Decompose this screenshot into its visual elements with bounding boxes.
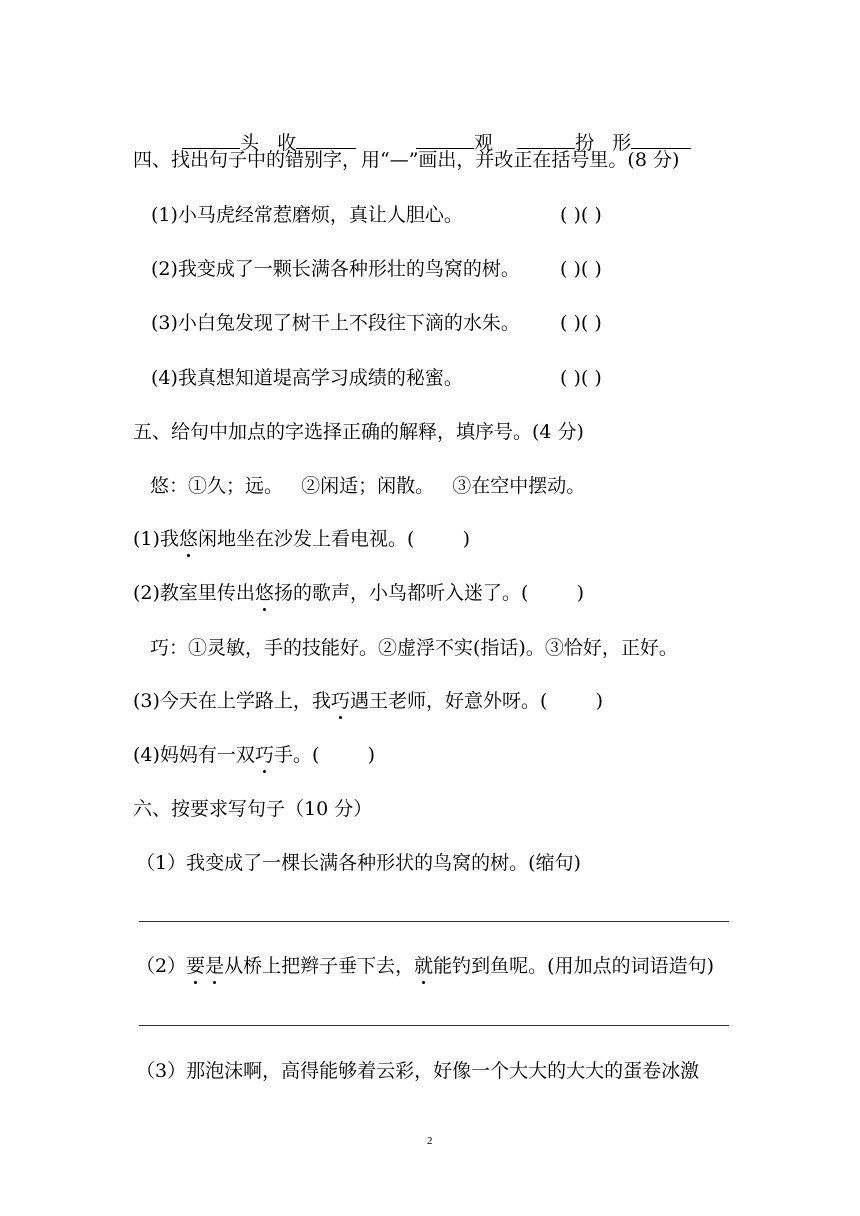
blank[interactable] bbox=[517, 130, 575, 149]
dotted-char: 巧 bbox=[330, 690, 350, 712]
answer-line[interactable] bbox=[139, 921, 729, 922]
blank[interactable] bbox=[182, 130, 240, 149]
answer-parens[interactable]: ( )( ) bbox=[560, 312, 602, 334]
section-6-sentence-3: （3）那泡沫啊，高得能够着云彩，好像一个大大的大大的蛋卷冰激 bbox=[136, 1060, 700, 1082]
dotted-char: 就 bbox=[414, 955, 434, 977]
section-4-title: 四、找出句子中的错别字，用“—”画出，并改正在括号里。(8 分) bbox=[133, 149, 680, 171]
section-5-question-2: (2)教室里传出悠扬的歌声，小鸟都听入迷了。( ) bbox=[133, 582, 585, 604]
answer-line[interactable] bbox=[139, 1025, 729, 1026]
blank[interactable] bbox=[631, 130, 691, 149]
section-6-sentence-2: （2）要是从桥上把辫子垂下去，就能钓到鱼呢。(用加点的词语造句) bbox=[136, 955, 714, 977]
section-6-title: 六、按要求写句子（10 分） bbox=[133, 798, 373, 820]
blank[interactable] bbox=[416, 130, 474, 149]
definition-qiao: 巧：①灵敏，手的技能好。②虚浮不实(指话)。③恰好，正好。 bbox=[150, 637, 678, 659]
word-ban: 扮 bbox=[575, 132, 595, 154]
word-tou: 头 bbox=[240, 132, 260, 154]
dotted-char: 是 bbox=[205, 955, 225, 977]
section-5-question-1: (1)我悠闲地坐在沙发上看电视。( ) bbox=[133, 528, 471, 550]
section-5-question-4: (4)妈妈有一双巧手。( ) bbox=[133, 744, 376, 766]
dotted-char: 巧 bbox=[254, 744, 274, 766]
section-4-item-1: (1)小马虎经常惹磨烦，真让人胆心。 bbox=[151, 204, 463, 226]
definition-you: 悠：①久；远。 ②闲适；闲散。 ③在空中摆动。 bbox=[150, 475, 586, 497]
answer-parens[interactable]: ( )( ) bbox=[560, 258, 602, 280]
section-6-sentence-1: （1）我变成了一棵长满各种形状的鸟窝的树。(缩句) bbox=[136, 852, 581, 874]
section-5-title: 五、给句中加点的字选择正确的解释，填序号。(4 分) bbox=[133, 421, 584, 443]
section-5-question-3: (3)今天在上学路上，我巧遇王老师，好意外呀。( ) bbox=[133, 690, 604, 712]
section-4-item-3: (3)小白兔发现了树干上不段往下滴的水朱。 bbox=[151, 312, 520, 334]
answer-parens[interactable]: ( )( ) bbox=[560, 204, 602, 226]
answer-parens[interactable]: ( )( ) bbox=[560, 367, 602, 389]
word-guan: 观 bbox=[474, 132, 494, 154]
dotted-char: 要 bbox=[186, 955, 206, 977]
dotted-char: 悠 bbox=[254, 582, 274, 604]
page-number: 2 bbox=[427, 1135, 433, 1147]
section-4-item-2: (2)我变成了一颗长满各种形壮的鸟窝的树。 bbox=[151, 258, 520, 280]
word-xing: 形 bbox=[612, 132, 632, 154]
blank[interactable] bbox=[296, 130, 356, 149]
section-4-item-4: (4)我真想知道堤高学习成绩的秘蜜。 bbox=[151, 367, 463, 389]
word-shou: 收 bbox=[277, 132, 297, 154]
dotted-char: 悠 bbox=[178, 528, 198, 550]
